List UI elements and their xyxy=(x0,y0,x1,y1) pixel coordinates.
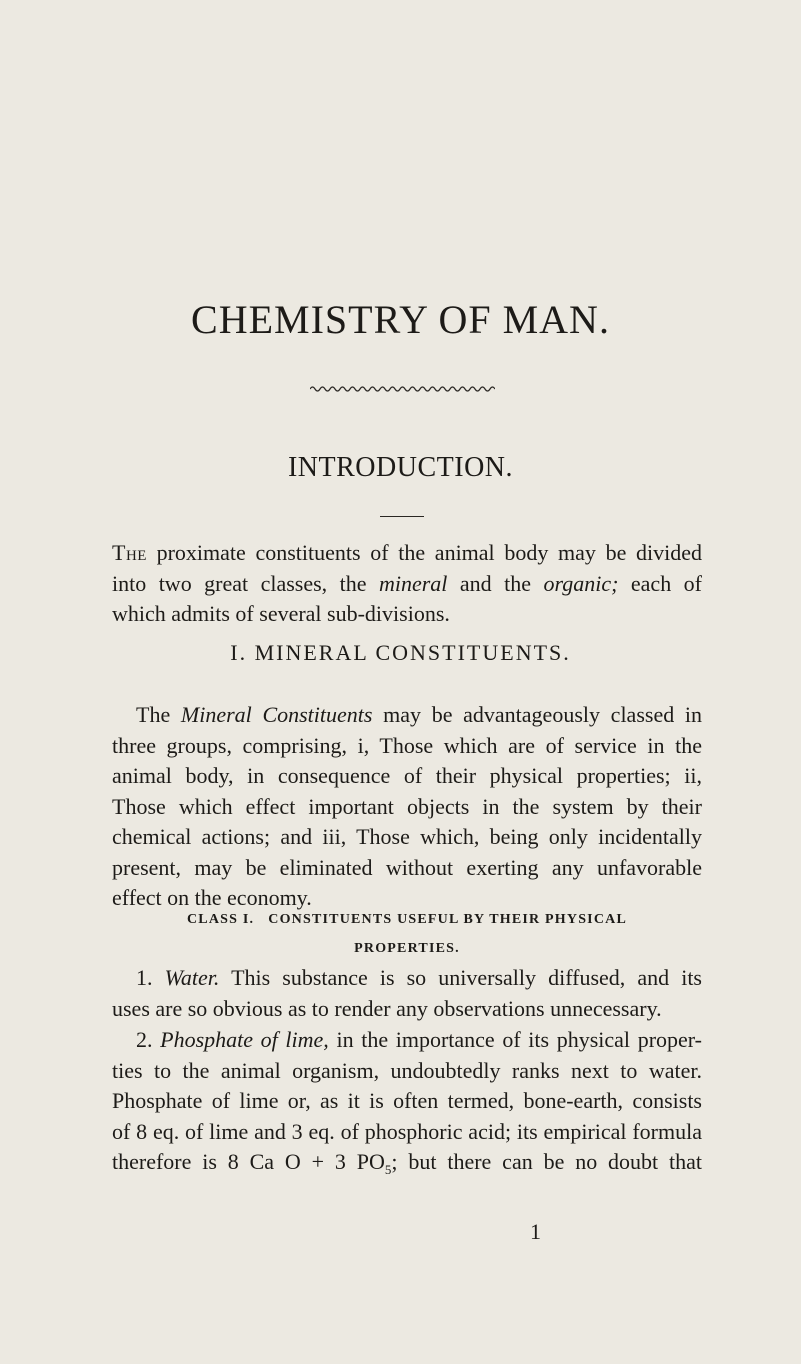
text-line: uses are so obvious as to render any observations unnecessary. xyxy=(112,995,662,1021)
text-line: ties to the animal organism, undoubtedly ranks next to water. xyxy=(112,1057,702,1083)
intro-paragraph xyxy=(112,538,702,630)
section-title: INTRODUCTION. xyxy=(287,452,514,483)
text-run: each of xyxy=(618,570,702,596)
text-line: chemical actions; and iii, Those which, being only incidentally xyxy=(112,824,702,849)
text-line: present, may be eliminated without exerting any unfavorable xyxy=(112,854,702,880)
italic-term: Mineral Constituents xyxy=(180,702,373,727)
text-line xyxy=(112,599,702,630)
text-line xyxy=(112,538,702,569)
text-run: therefore is 8 Ca O + 3 PO xyxy=(112,1149,385,1174)
class-heading xyxy=(110,905,704,963)
subscript: 5 xyxy=(384,1162,392,1177)
text-line xyxy=(112,700,702,731)
text-line: animal body, in consequence of their physical properties; ii, xyxy=(112,763,702,788)
water-paragraph xyxy=(112,963,702,1024)
text-run: may be advantageously classed in xyxy=(372,702,703,727)
item-number: 1. xyxy=(136,965,153,990)
text-run: and the xyxy=(447,570,544,596)
text-line xyxy=(112,1025,702,1056)
wavy-ornament-divider xyxy=(310,384,495,394)
text-line: effect on the economy. xyxy=(112,885,312,910)
text-line xyxy=(112,1147,702,1186)
mineral-paragraph xyxy=(112,700,702,914)
text-run: which admits of several sub-divisions. xyxy=(112,601,450,626)
text-line: Those which effect important objects in the system by their xyxy=(112,793,702,819)
italic-term: Phosphate of lime, xyxy=(160,1027,329,1052)
lead-word: The xyxy=(112,540,147,565)
text-run: ; but there can be no doubt that xyxy=(391,1149,703,1174)
class-heading-line: PROPERTIES. xyxy=(354,941,460,956)
phosphate-paragraph xyxy=(112,1025,702,1186)
page-number: 1 xyxy=(530,1219,541,1244)
text-line xyxy=(112,963,702,994)
text-run: This substance is so universally diffused, and its xyxy=(219,965,702,990)
text-line: of 8 eq. of lime and 3 eq. of phosphoric acid; its empirical formula xyxy=(112,1118,702,1144)
text-line: three groups, comprising, i, Those which are of service in the xyxy=(112,732,702,758)
italic-term: Water. xyxy=(164,965,220,990)
text-line: Phosphate of lime or, as it is often termed, bone-earth, consists xyxy=(112,1088,702,1113)
book-title: CHEMISTRY OF MAN. xyxy=(191,297,610,342)
italic-term: organic; xyxy=(543,570,619,596)
item-number: 2. xyxy=(136,1027,153,1052)
italic-term: mineral xyxy=(378,570,448,596)
class-heading-line: CLASS I. CONSTITUENTS USEFUL BY THEIR PHYSICAL xyxy=(187,912,627,927)
text-run: The xyxy=(136,702,181,727)
text-run: into two great classes, the xyxy=(112,570,379,596)
text-run: in the importance of its physical proper- xyxy=(328,1027,702,1052)
mineral-constituents-heading: I. MINERAL CONSTITUENTS. xyxy=(230,640,571,665)
text-run: proximate constituents of the animal body may be divided xyxy=(146,540,702,565)
text-line xyxy=(112,569,702,600)
short-rule-divider xyxy=(380,516,424,517)
